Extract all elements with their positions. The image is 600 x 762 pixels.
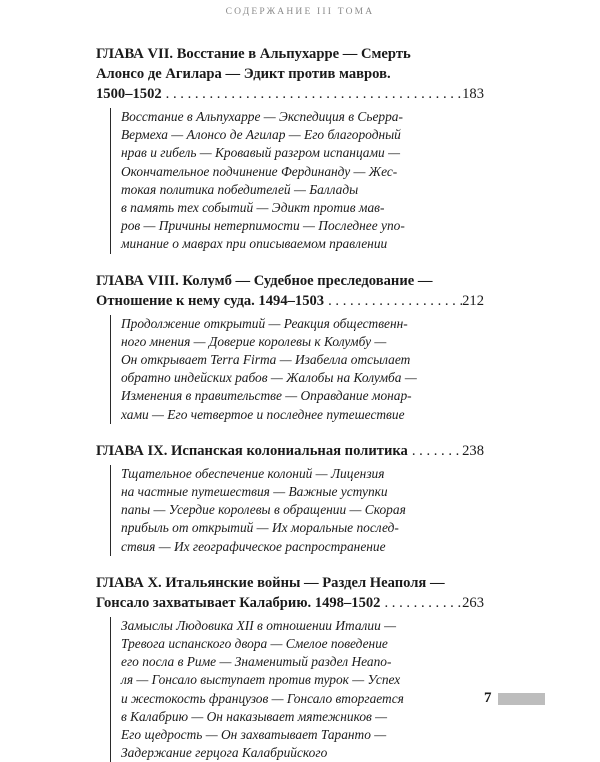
chapter-summary xyxy=(110,315,484,424)
summary-line: ля — Гонсало выступает против турок — Успех xyxy=(121,672,401,688)
dot-leader xyxy=(162,84,462,104)
summary-line: Тщательное обеспечение колоний — Лицензия xyxy=(121,465,385,481)
summary-line: Продолжение открытий — Реакция общественн- xyxy=(121,315,408,331)
page-reference: 212 xyxy=(462,292,484,309)
summary-line: на частные путешествия — Важные уступки xyxy=(121,484,388,500)
chapter-summary xyxy=(110,465,484,556)
summary-line: хами — Его четвертое и последнее путешествие xyxy=(121,406,405,422)
summary-line: Задержание герцога Калабрийского xyxy=(121,745,328,761)
summary-line: нрав и гибель — Кровавый разгром испанцами — xyxy=(121,145,400,161)
summary-line: ров — Причины нетерпимости — Последнее упо- xyxy=(121,218,405,234)
summary-line: в Калабрию — Он наказывает мятежников — xyxy=(121,708,388,724)
summary-line: Тревога испанского двора — Смелое поведение xyxy=(121,636,388,652)
summary-line: ного мнения — Доверие королевы к Колумбу — xyxy=(121,333,387,349)
page-reference: 263 xyxy=(462,594,484,611)
chapter-heading xyxy=(96,573,484,613)
chapter-heading-last-line xyxy=(96,84,484,104)
chapter-heading-line: ГЛАВА VIII. Колумб — Судебное преследование — xyxy=(96,272,433,289)
chapter-heading-line: Отношение к нему суда. 1494–1503 xyxy=(96,292,325,309)
toc-entry-chapter-9 xyxy=(96,441,484,556)
summary-line: минание о маврах при описываемом правлении xyxy=(121,236,388,252)
table-of-contents xyxy=(96,44,484,762)
toc-entry-chapter-10 xyxy=(96,573,484,762)
dot-leader xyxy=(324,291,462,311)
summary-line: токая политика победителей — Баллады xyxy=(121,181,359,197)
dot-leader xyxy=(380,593,462,613)
summary-line: Восстание в Альпухарре — Экспедиция в Сьерра- xyxy=(121,109,403,124)
summary-line: Изменения в правительстве — Оправдание монар- xyxy=(121,388,412,404)
toc-entry-chapter-7 xyxy=(96,44,484,254)
page-reference: 183 xyxy=(462,86,484,102)
summary-line: ствия — Их географическое распространение xyxy=(121,538,386,554)
chapter-heading-line: ГЛАВА IX. Испанская колониальная политика xyxy=(96,442,408,459)
chapter-heading-last-line xyxy=(96,593,484,613)
page-number: 7 xyxy=(484,690,492,706)
chapter-heading-line: ГЛАВА X. Итальянские войны — Раздел Неаполя — xyxy=(96,574,445,591)
summary-line: Окончательное подчинение Фердинанду — Жес- xyxy=(121,163,398,179)
thumb-tab-marker xyxy=(498,693,545,705)
chapter-heading-line: ГЛАВА VII. Восстание в Альпухарре — Смерть xyxy=(96,46,411,62)
summary-line: Он открывает Terra Firma — Изабелла отсылает xyxy=(121,352,411,368)
summary-line: обратно индейских рабов — Жалобы на Колумба — xyxy=(121,370,417,386)
chapter-summary xyxy=(110,617,484,762)
dot-leader xyxy=(408,441,462,461)
chapter-heading xyxy=(96,44,484,104)
chapter-heading-line: Алонсо де Агилара — Эдикт против мавров. xyxy=(96,66,391,82)
summary-line: прибыль от открытий — Их моральные послед- xyxy=(121,520,399,536)
chapter-heading-last-line xyxy=(96,441,484,461)
page-reference: 238 xyxy=(462,442,484,459)
summary-line: в память тех событий — Эдикт против мав- xyxy=(121,200,385,216)
chapter-heading xyxy=(96,441,484,461)
toc-entry-chapter-8 xyxy=(96,271,484,424)
chapter-heading-last-line xyxy=(96,291,484,311)
chapter-heading-line: 1500–1502 xyxy=(96,86,162,102)
chapter-summary xyxy=(110,108,484,254)
running-head: СОДЕРЖАНИЕ III ТОМА xyxy=(225,7,375,17)
summary-line: Вермеха — Алонсо де Агилар — Его благородный xyxy=(121,127,401,143)
chapter-heading xyxy=(96,271,484,311)
summary-line: его посла в Риме — Знаменитый раздел Неапо- xyxy=(121,654,392,670)
summary-line: и жестокость французов — Гонсало вторгается xyxy=(121,690,404,706)
chapter-heading-line: Гонсало захватывает Калабрию. 1498–1502 xyxy=(96,594,381,611)
summary-line: папы — Усердие королевы в обращении — Скорая xyxy=(121,502,406,518)
summary-line: Его щедрость — Он захватывает Таранто — xyxy=(121,727,387,743)
summary-line: Замыслы Людовика XII в отношении Италии — xyxy=(121,617,397,633)
